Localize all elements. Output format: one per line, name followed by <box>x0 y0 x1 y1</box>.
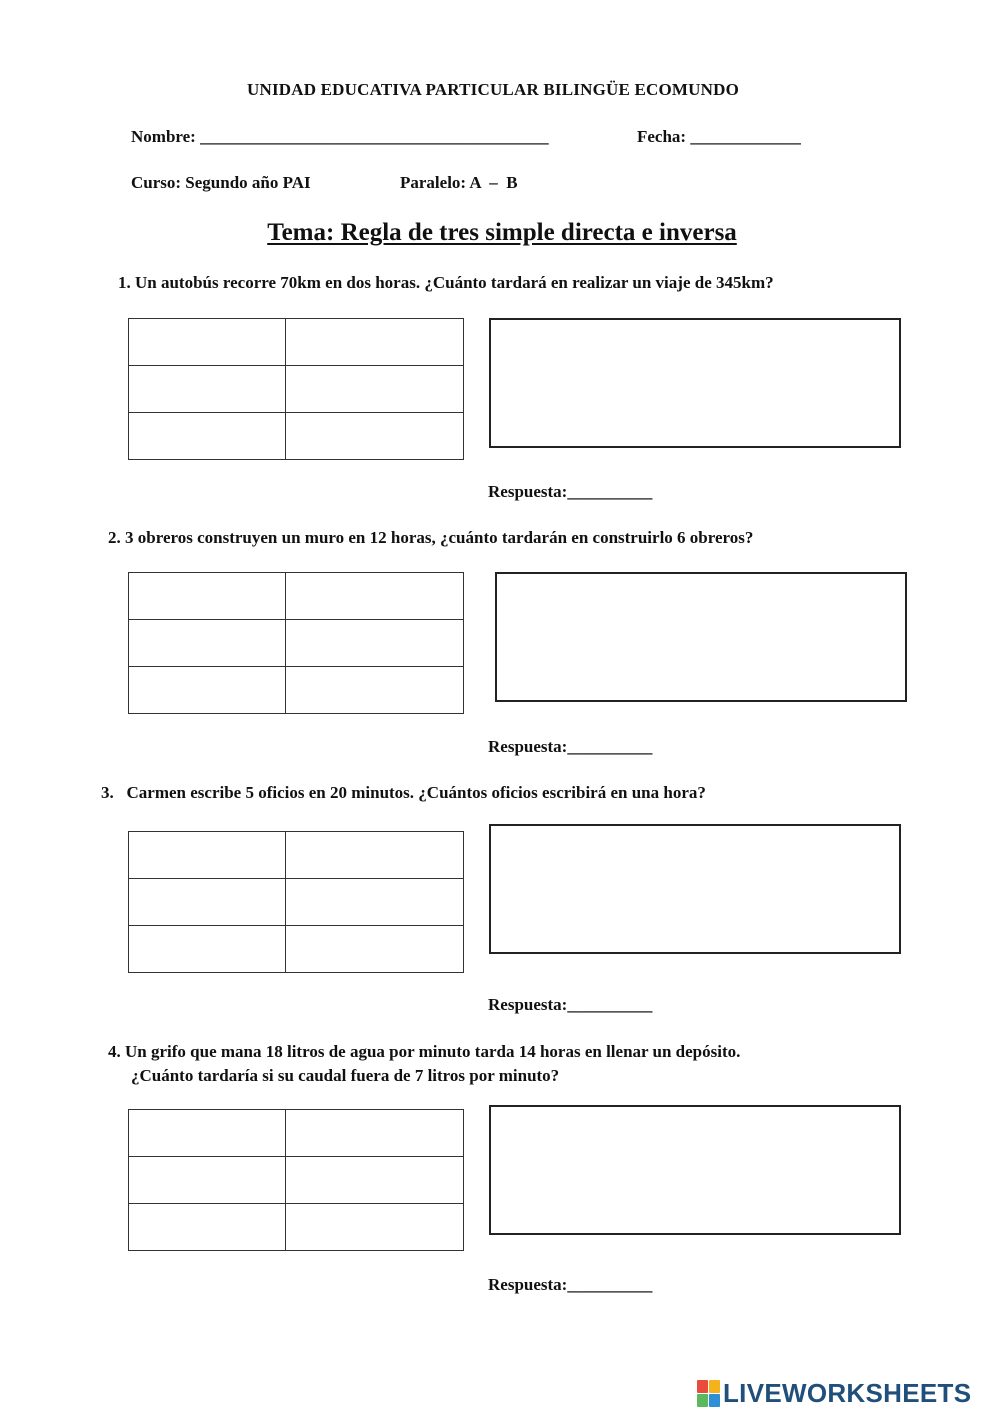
q3-cell[interactable] <box>129 926 286 973</box>
q2-cell[interactable] <box>129 620 286 667</box>
q2-cell[interactable] <box>129 573 286 620</box>
parallel-label: Paralelo: A – B <box>400 173 518 192</box>
q3-cell[interactable] <box>129 879 286 926</box>
q1-cell[interactable] <box>129 319 286 366</box>
logo-tile-green <box>697 1394 708 1407</box>
worksheet-title: Tema: Regla de tres simple directa e inversa <box>267 219 737 246</box>
q3-cell[interactable] <box>286 832 464 879</box>
q2-cell[interactable] <box>286 667 464 714</box>
question-4-text-line2: ¿Cuánto tardaría si su caudal fuera de 7 litros por minuto? <box>131 1066 560 1085</box>
q1-cell[interactable] <box>286 319 464 366</box>
q2-cell[interactable] <box>286 573 464 620</box>
liveworksheets-logo-icon <box>697 1380 720 1407</box>
question-3-answer[interactable]: Respuesta:__________ <box>488 995 653 1014</box>
question-1-text: 1. Un autobús recorre 70km en dos horas. ¿Cuánto tardará en realizar un viaje de 345km? <box>118 273 774 292</box>
question-2-text: 2. 3 obreros construyen un muro en 12 horas, ¿cuánto tardarán en construirlo 6 obreros? <box>108 528 754 547</box>
q4-cell[interactable] <box>129 1157 286 1204</box>
q2-cell[interactable] <box>286 620 464 667</box>
q2-cell[interactable] <box>129 667 286 714</box>
q1-cell[interactable] <box>129 413 286 460</box>
q4-cell[interactable] <box>286 1110 464 1157</box>
logo-tile-blue <box>709 1394 720 1407</box>
question-1-work-box[interactable] <box>489 318 901 448</box>
question-4-table <box>128 1109 464 1251</box>
q1-cell[interactable] <box>129 366 286 413</box>
question-2-answer[interactable]: Respuesta:__________ <box>488 737 653 756</box>
date-field[interactable]: Fecha: _____________ <box>637 127 801 146</box>
question-3-table <box>128 831 464 973</box>
q4-cell[interactable] <box>129 1110 286 1157</box>
question-4-work-box[interactable] <box>489 1105 901 1235</box>
q3-cell[interactable] <box>286 926 464 973</box>
question-1-table <box>128 318 464 460</box>
question-4-text-line1: 4. Un grifo que mana 18 litros de agua por minuto tarda 14 horas en llenar un depósito. <box>108 1042 741 1061</box>
liveworksheets-brand <box>697 1378 971 1408</box>
q3-cell[interactable] <box>129 832 286 879</box>
course-label: Curso: Segundo año PAI <box>131 173 311 192</box>
q1-cell[interactable] <box>286 413 464 460</box>
school-name: UNIDAD EDUCATIVA PARTICULAR BILINGÜE ECOMUNDO <box>246 80 739 99</box>
q3-cell[interactable] <box>286 879 464 926</box>
q4-cell[interactable] <box>129 1204 286 1251</box>
logo-tile-yellow <box>709 1380 720 1393</box>
q1-cell[interactable] <box>286 366 464 413</box>
brand-text: LIVEWORKSHEETS <box>723 1377 972 1408</box>
question-2-table <box>128 572 464 714</box>
logo-tile-red <box>697 1380 708 1393</box>
name-field[interactable]: Nombre: _________________________________________ <box>131 127 549 146</box>
question-3-text: 3. Carmen escribe 5 oficios en 20 minutos. ¿Cuántos oficios escribirá en una hora? <box>101 783 706 802</box>
question-1-answer[interactable]: Respuesta:__________ <box>488 482 653 501</box>
q4-cell[interactable] <box>286 1157 464 1204</box>
question-3-work-box[interactable] <box>489 824 901 954</box>
question-4-answer[interactable]: Respuesta:__________ <box>488 1275 653 1294</box>
question-2-work-box[interactable] <box>495 572 907 702</box>
q4-cell[interactable] <box>286 1204 464 1251</box>
